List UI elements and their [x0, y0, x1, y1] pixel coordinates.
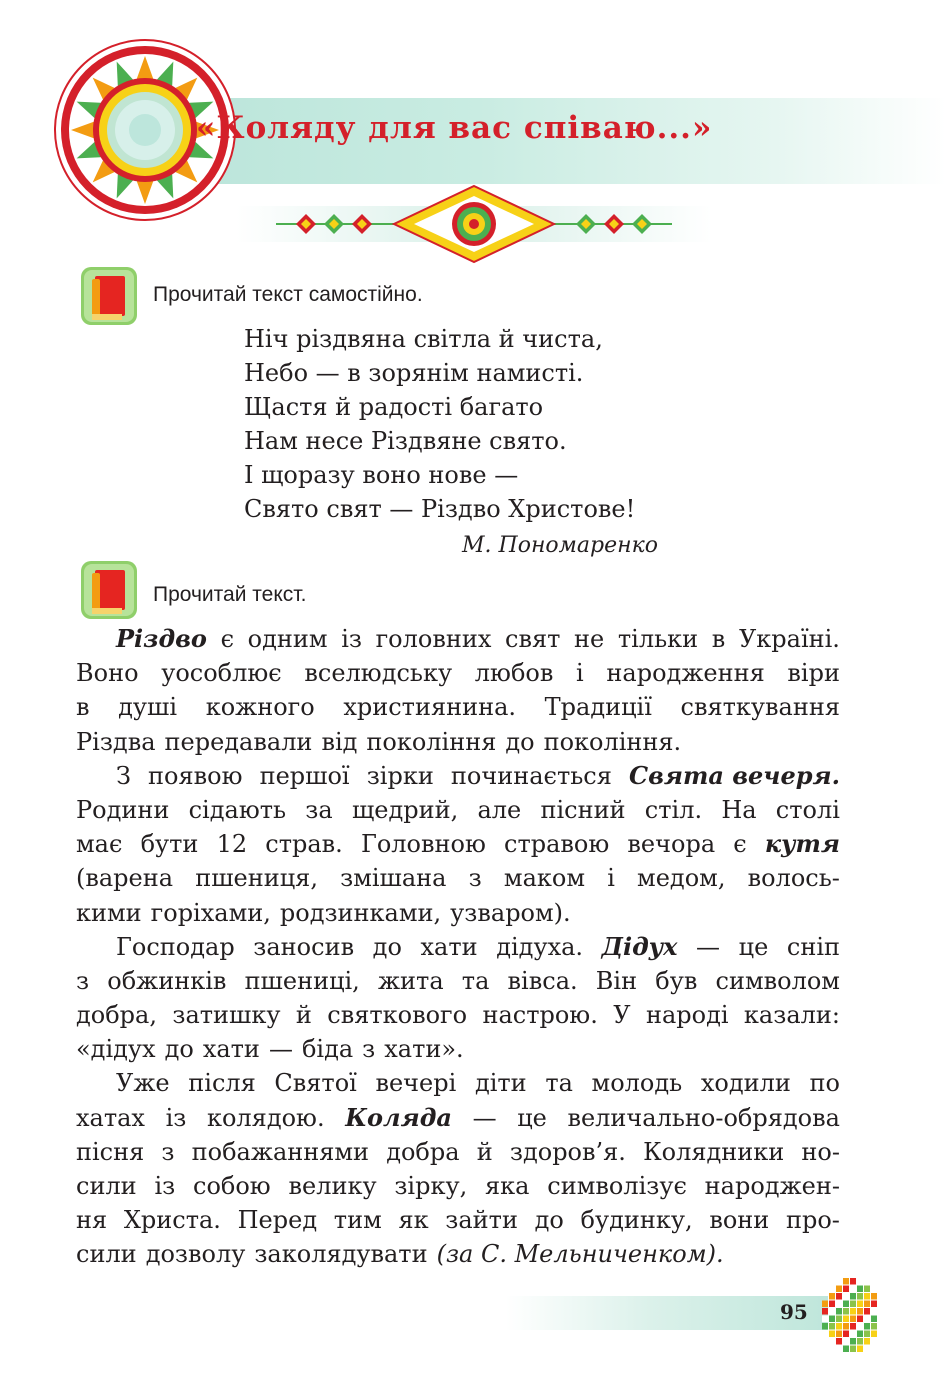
word: вселюдську	[304, 659, 453, 688]
word: вечері	[375, 1069, 457, 1098]
word: починається	[450, 761, 612, 790]
text-line	[76, 1169, 840, 1203]
word: Різдва	[76, 727, 156, 756]
word: заколядувати	[254, 1240, 428, 1269]
word: народі	[645, 1001, 729, 1030]
word: Воно	[76, 659, 139, 688]
word: добра,	[76, 1001, 157, 1030]
text-line	[76, 1237, 840, 1271]
word: вони	[709, 1206, 770, 1235]
text-line	[76, 1135, 840, 1169]
poem-line: Щастя й радості багато	[244, 393, 544, 421]
word: Він	[595, 966, 638, 995]
word: родзинками,	[279, 898, 442, 927]
word: побажаннями	[191, 1137, 370, 1166]
word: 12	[216, 830, 248, 859]
word: сідають	[188, 795, 287, 824]
word: «дідух	[76, 1035, 156, 1064]
word: та	[461, 966, 490, 995]
word: зірки	[366, 761, 434, 790]
word: Колядники	[643, 1137, 785, 1166]
word: вечора	[627, 830, 716, 859]
word: із	[165, 1103, 187, 1132]
text-line	[76, 656, 840, 690]
text-line	[76, 827, 840, 861]
word: бути	[140, 830, 199, 859]
word: ня	[76, 1206, 108, 1235]
word: з	[161, 1137, 175, 1166]
word: як	[398, 1206, 429, 1235]
word: й	[295, 1001, 312, 1030]
word: У	[613, 1001, 631, 1030]
word: уособлює	[161, 659, 282, 688]
word: і	[576, 659, 584, 688]
word: обжинків	[107, 966, 227, 995]
word: добра	[386, 1137, 460, 1166]
word: собою	[193, 1172, 271, 1200]
red-book-icon	[80, 266, 138, 328]
word: тільки	[617, 625, 699, 653]
word: величально-обрядова	[567, 1103, 840, 1132]
word: Уже	[116, 1069, 170, 1098]
word: пісня	[76, 1137, 145, 1166]
word: дозволу	[145, 1240, 246, 1269]
word: зірку,	[394, 1172, 468, 1200]
word: Головною	[360, 830, 486, 859]
word: хати	[202, 1035, 260, 1064]
word: одним	[247, 625, 328, 653]
word: На	[721, 795, 757, 824]
word: пшениці,	[244, 966, 360, 995]
poem-line: Ніч різдвяна світла й чиста,	[244, 325, 603, 353]
word: будинку,	[580, 1206, 693, 1235]
word: страв.	[265, 830, 343, 859]
word: про-	[785, 1206, 840, 1235]
word: з	[76, 966, 90, 995]
pixel-arrow-ornament-icon	[818, 1276, 882, 1356]
word: до	[534, 1206, 564, 1235]
word: колядою.	[206, 1103, 325, 1132]
word: —	[696, 932, 721, 961]
word: —	[268, 1035, 293, 1064]
word: але	[477, 795, 522, 824]
word: від	[321, 727, 358, 756]
emphasized-term: Коляда	[345, 1102, 452, 1132]
poem-line: Небо — в зорянім намисті.	[244, 359, 584, 387]
word: стравою	[504, 830, 610, 859]
word: діти	[474, 1069, 527, 1098]
emphasized-term: Дідух	[601, 931, 678, 961]
emphasized-term: кутя	[764, 829, 840, 859]
word: за	[305, 795, 333, 824]
word: має	[76, 830, 123, 859]
word: казали:	[743, 1001, 840, 1030]
word: Перед	[237, 1206, 318, 1235]
word: горіхами,	[150, 898, 271, 927]
word: дідуха.	[496, 932, 584, 961]
word: появою	[148, 761, 243, 790]
word: душі	[118, 693, 178, 722]
word: і	[607, 864, 615, 893]
word: є	[220, 625, 235, 653]
word: з	[362, 1035, 376, 1064]
word: покоління	[366, 727, 497, 756]
word: є	[733, 830, 747, 859]
page-number: 95	[780, 1300, 808, 1324]
instruction-read-text: Прочитай текст.	[153, 583, 307, 606]
red-book-icon	[80, 560, 138, 622]
poem-line: Свято свят — Різдво Христове!	[244, 495, 636, 523]
word: Христа.	[123, 1206, 221, 1235]
word: із	[154, 1172, 176, 1200]
word: Святої	[274, 1069, 357, 1098]
word: сили	[76, 1240, 137, 1269]
word: пісний	[540, 795, 626, 824]
word: по	[809, 1069, 840, 1098]
word: —	[472, 1103, 497, 1132]
emphasized-term: Різдво	[116, 624, 207, 653]
word: хатах	[76, 1103, 145, 1132]
word: народжен-	[704, 1172, 840, 1200]
text-line	[76, 759, 840, 793]
word: волось-	[747, 864, 840, 893]
word: Господар	[116, 932, 235, 961]
word: (за С. Мельниченком).	[436, 1240, 724, 1269]
word: змішана	[340, 864, 447, 893]
word: до	[164, 1035, 194, 1064]
word: жита	[377, 966, 444, 995]
text-line	[76, 793, 840, 827]
word: яка	[485, 1172, 530, 1200]
text-line	[76, 1066, 840, 1100]
word: стіл.	[644, 795, 703, 824]
word: хати».	[384, 1035, 464, 1064]
poem-line: Нам несе Різдвяне свято.	[244, 427, 567, 455]
word: це	[738, 932, 769, 961]
word: та	[545, 1069, 573, 1098]
word: святкування	[680, 693, 840, 722]
text-line	[76, 964, 840, 998]
word: з	[468, 864, 482, 893]
text-line	[76, 930, 840, 964]
poem-line: І щоразу воно нове —	[244, 461, 519, 489]
word: здоров’я.	[509, 1137, 626, 1166]
text-line	[76, 1203, 840, 1237]
word: в	[711, 625, 726, 653]
word: до	[372, 932, 402, 961]
word: передавали	[164, 727, 313, 756]
word: й	[476, 1137, 493, 1166]
word: вівса.	[507, 966, 578, 995]
word: сніп	[786, 932, 840, 961]
word: після	[188, 1069, 256, 1098]
text-line	[76, 622, 840, 656]
word: З	[116, 761, 131, 790]
emphasized-term: Свята вечеря.	[628, 760, 840, 790]
word: медом,	[637, 864, 726, 893]
word: в	[76, 693, 90, 722]
word: християнина.	[343, 693, 517, 722]
word: святкового	[327, 1001, 468, 1030]
word: ходили	[700, 1069, 791, 1098]
word: не	[574, 625, 605, 653]
word: Родини	[76, 795, 170, 824]
word: столі	[775, 795, 840, 824]
poem	[244, 322, 635, 526]
article-text	[76, 622, 840, 1272]
word: любов	[474, 659, 554, 688]
text-line	[76, 896, 840, 930]
word: кожного	[205, 693, 315, 722]
word: хати	[420, 932, 478, 961]
word: узваром).	[450, 898, 571, 927]
word: настрою.	[482, 1001, 598, 1030]
poem-author: М. Пономаренко	[462, 533, 659, 558]
page-title: «Коляду для вас співаю...»	[196, 110, 713, 146]
word: віри	[787, 659, 840, 688]
word: но-	[801, 1137, 840, 1166]
word: народження	[606, 659, 765, 688]
word: із	[341, 625, 362, 653]
word: символом	[715, 966, 840, 995]
word: сили	[76, 1172, 137, 1200]
word: до	[505, 727, 535, 756]
word: затишку	[172, 1001, 281, 1030]
word: це	[517, 1103, 547, 1132]
word: заносив	[253, 932, 355, 961]
word: зайти	[445, 1206, 518, 1235]
text-line	[76, 1101, 840, 1135]
folk-ornament-divider-icon	[236, 184, 712, 264]
word: першої	[259, 761, 350, 790]
word: (варена	[76, 864, 174, 893]
instruction-read-independently: Прочитай текст самостійно.	[153, 283, 423, 306]
text-line	[76, 1032, 840, 1066]
word: тим	[333, 1206, 382, 1235]
text-line	[76, 690, 840, 724]
word: свят	[505, 625, 561, 653]
word: щедрий,	[351, 795, 459, 824]
word: покоління.	[543, 727, 682, 756]
word: кими	[76, 898, 142, 927]
word: Традиції	[544, 693, 652, 722]
word: маком	[503, 864, 586, 893]
text-line	[76, 861, 840, 895]
word: пшениця,	[195, 864, 318, 893]
word: Україні.	[738, 625, 840, 653]
word: головних	[375, 625, 492, 653]
text-line	[76, 725, 840, 759]
word: біда	[301, 1035, 354, 1064]
text-line	[76, 998, 840, 1032]
word: велику	[288, 1172, 377, 1200]
word: символізує	[547, 1172, 687, 1200]
word: молодь	[591, 1069, 683, 1098]
word: був	[655, 966, 698, 995]
